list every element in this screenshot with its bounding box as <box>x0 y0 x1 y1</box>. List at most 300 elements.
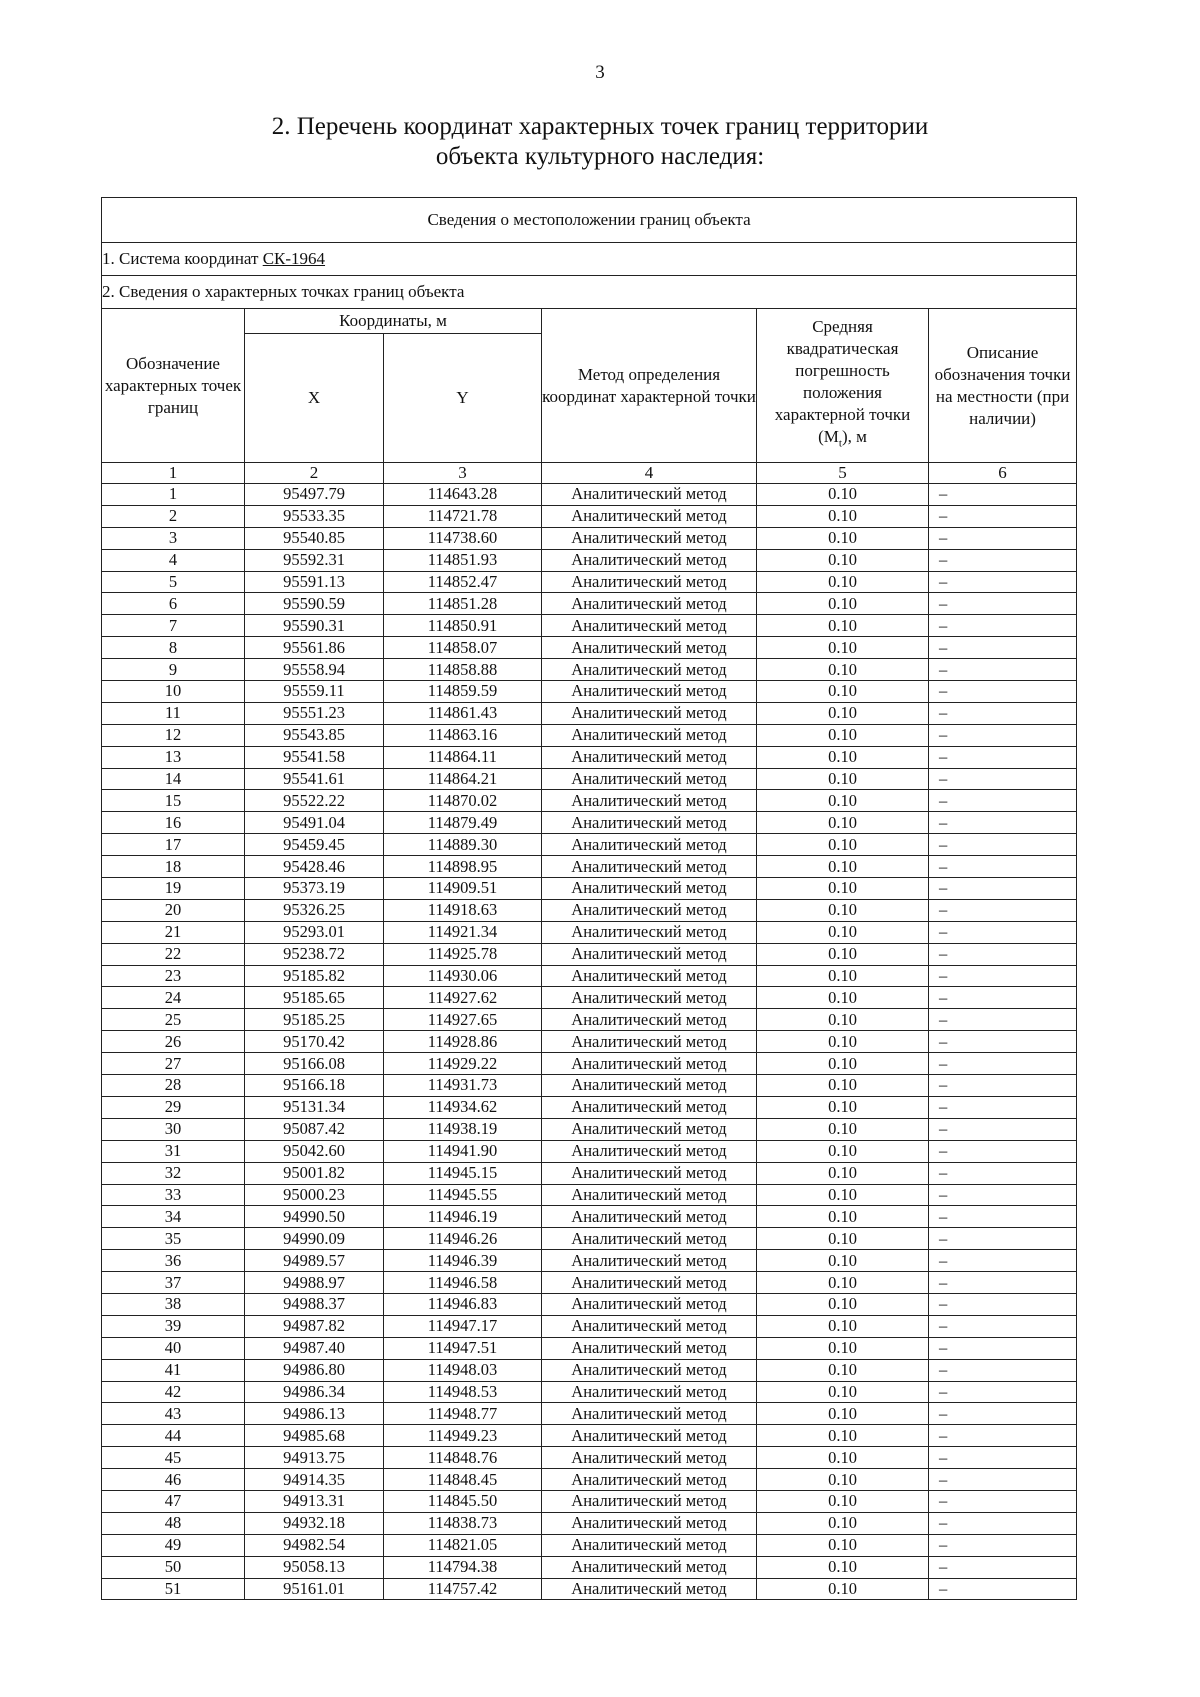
x-coordinate-cell: 95497.79 <box>245 484 384 506</box>
table-row <box>102 1534 1077 1556</box>
error-cell: 0.10 <box>757 1272 929 1294</box>
table-row <box>102 1250 1077 1272</box>
error-cell: 0.10 <box>757 1469 929 1491</box>
x-coordinate-cell: 95590.31 <box>245 615 384 637</box>
x-coordinate-cell: 95491.04 <box>245 812 384 834</box>
description-cell: – <box>929 593 1077 615</box>
table-row <box>102 1293 1077 1315</box>
y-coordinate-cell: 114948.77 <box>384 1403 542 1425</box>
y-coordinate-cell: 114821.05 <box>384 1534 542 1556</box>
y-coordinate-cell: 114947.51 <box>384 1337 542 1359</box>
description-cell: – <box>929 1337 1077 1359</box>
x-coordinate-cell: 95373.19 <box>245 878 384 900</box>
table-row <box>102 1578 1077 1600</box>
error-cell: 0.10 <box>757 1118 929 1140</box>
method-cell: Аналитический метод <box>542 1534 757 1556</box>
table-row <box>102 681 1077 703</box>
error-cell: 0.10 <box>757 943 929 965</box>
point-number-cell: 31 <box>102 1140 245 1162</box>
table-row <box>102 790 1077 812</box>
description-cell: – <box>929 1184 1077 1206</box>
error-cell: 0.10 <box>757 1293 929 1315</box>
point-number-cell: 13 <box>102 746 245 768</box>
method-cell: Аналитический метод <box>542 1053 757 1075</box>
point-number-cell: 32 <box>102 1162 245 1184</box>
method-cell: Аналитический метод <box>542 484 757 506</box>
x-coordinate-cell: 95592.31 <box>245 549 384 571</box>
y-coordinate-cell: 114909.51 <box>384 878 542 900</box>
x-coordinate-cell: 94986.80 <box>245 1359 384 1381</box>
table-row <box>102 878 1077 900</box>
error-cell: 0.10 <box>757 768 929 790</box>
table-row <box>102 1556 1077 1578</box>
title-line-1: 2. Перечень координат характерных точек границ территории <box>271 113 929 140</box>
table-row <box>102 505 1077 527</box>
table-row <box>102 1184 1077 1206</box>
description-cell: – <box>929 1359 1077 1381</box>
error-cell: 0.10 <box>757 1381 929 1403</box>
point-number-cell: 29 <box>102 1096 245 1118</box>
table-row <box>102 1140 1077 1162</box>
error-cell: 0.10 <box>757 987 929 1009</box>
header-designation: Обозначение характерных точек границ <box>102 309 245 463</box>
point-number-cell: 25 <box>102 1009 245 1031</box>
y-coordinate-cell: 114858.88 <box>384 659 542 681</box>
x-coordinate-cell: 95058.13 <box>245 1556 384 1578</box>
column-number: 1 <box>102 463 245 484</box>
point-number-cell: 40 <box>102 1337 245 1359</box>
method-cell: Аналитический метод <box>542 1118 757 1140</box>
description-cell: – <box>929 615 1077 637</box>
method-cell: Аналитический метод <box>542 1031 757 1053</box>
x-coordinate-cell: 95561.86 <box>245 637 384 659</box>
method-cell: Аналитический метод <box>542 1184 757 1206</box>
error-cell: 0.10 <box>757 856 929 878</box>
x-coordinate-cell: 94987.82 <box>245 1315 384 1337</box>
table-row <box>102 724 1077 746</box>
error-cell: 0.10 <box>757 1228 929 1250</box>
point-number-cell: 5 <box>102 571 245 593</box>
y-coordinate-cell: 114931.73 <box>384 1075 542 1097</box>
header-x: X <box>245 334 384 463</box>
y-coordinate-cell: 114946.26 <box>384 1228 542 1250</box>
header-method: Метод определения координат характерной точки <box>542 309 757 463</box>
description-cell: – <box>929 856 1077 878</box>
method-cell: Аналитический метод <box>542 1447 757 1469</box>
description-cell: – <box>929 505 1077 527</box>
x-coordinate-cell: 95559.11 <box>245 681 384 703</box>
point-number-cell: 2 <box>102 505 245 527</box>
description-cell: – <box>929 1250 1077 1272</box>
error-cell: 0.10 <box>757 549 929 571</box>
y-coordinate-cell: 114851.28 <box>384 593 542 615</box>
point-number-cell: 41 <box>102 1359 245 1381</box>
y-coordinate-cell: 114921.34 <box>384 921 542 943</box>
method-cell: Аналитический метод <box>542 724 757 746</box>
point-number-cell: 47 <box>102 1490 245 1512</box>
table-row <box>102 943 1077 965</box>
x-coordinate-cell: 95087.42 <box>245 1118 384 1140</box>
x-coordinate-cell: 95459.45 <box>245 834 384 856</box>
column-number: 4 <box>542 463 757 484</box>
x-coordinate-cell: 95185.65 <box>245 987 384 1009</box>
y-coordinate-cell: 114863.16 <box>384 724 542 746</box>
table-row <box>102 768 1077 790</box>
point-number-cell: 12 <box>102 724 245 746</box>
method-cell: Аналитический метод <box>542 659 757 681</box>
table-row <box>102 593 1077 615</box>
table-row <box>102 1031 1077 1053</box>
y-coordinate-cell: 114947.17 <box>384 1315 542 1337</box>
title-line-2: объекта культурного наследия: <box>435 143 765 170</box>
y-coordinate-cell: 114927.62 <box>384 987 542 1009</box>
x-coordinate-cell: 94988.37 <box>245 1293 384 1315</box>
point-number-cell: 34 <box>102 1206 245 1228</box>
table-row <box>102 549 1077 571</box>
method-cell: Аналитический метод <box>542 615 757 637</box>
y-coordinate-cell: 114738.60 <box>384 527 542 549</box>
table-row <box>102 1096 1077 1118</box>
error-cell: 0.10 <box>757 505 929 527</box>
error-cell: 0.10 <box>757 834 929 856</box>
x-coordinate-cell: 94990.09 <box>245 1228 384 1250</box>
error-cell: 0.10 <box>757 1009 929 1031</box>
x-coordinate-cell: 95042.60 <box>245 1140 384 1162</box>
table-row <box>102 702 1077 724</box>
table-row <box>102 1447 1077 1469</box>
point-number-cell: 19 <box>102 878 245 900</box>
table-row <box>102 921 1077 943</box>
error-cell: 0.10 <box>757 1337 929 1359</box>
point-number-cell: 46 <box>102 1469 245 1491</box>
description-cell: – <box>929 681 1077 703</box>
table-row <box>102 899 1077 921</box>
y-coordinate-cell: 114848.45 <box>384 1469 542 1491</box>
method-cell: Аналитический метод <box>542 1381 757 1403</box>
page-number: 3 <box>595 62 605 83</box>
y-coordinate-cell: 114643.28 <box>384 484 542 506</box>
table-row <box>102 527 1077 549</box>
description-cell: – <box>929 1206 1077 1228</box>
description-cell: – <box>929 1447 1077 1469</box>
method-cell: Аналитический метод <box>542 505 757 527</box>
method-cell: Аналитический метод <box>542 1228 757 1250</box>
error-cell: 0.10 <box>757 1447 929 1469</box>
table-row <box>102 1075 1077 1097</box>
method-cell: Аналитический метод <box>542 571 757 593</box>
column-number: 6 <box>929 463 1077 484</box>
point-number-cell: 3 <box>102 527 245 549</box>
method-cell: Аналитический метод <box>542 1250 757 1272</box>
x-coordinate-cell: 95540.85 <box>245 527 384 549</box>
method-cell: Аналитический метод <box>542 965 757 987</box>
method-cell: Аналитический метод <box>542 1403 757 1425</box>
point-number-cell: 14 <box>102 768 245 790</box>
x-coordinate-cell: 95428.46 <box>245 856 384 878</box>
error-cell: 0.10 <box>757 1250 929 1272</box>
method-cell: Аналитический метод <box>542 1140 757 1162</box>
point-number-cell: 30 <box>102 1118 245 1140</box>
x-coordinate-cell: 95001.82 <box>245 1162 384 1184</box>
table-row <box>102 1337 1077 1359</box>
y-coordinate-cell: 114861.43 <box>384 702 542 724</box>
coordinate-system <box>102 243 1077 276</box>
x-coordinate-cell: 94988.97 <box>245 1272 384 1294</box>
error-cell: 0.10 <box>757 1359 929 1381</box>
y-coordinate-cell: 114938.19 <box>384 1118 542 1140</box>
point-number-cell: 20 <box>102 899 245 921</box>
y-coordinate-cell: 114721.78 <box>384 505 542 527</box>
description-cell: – <box>929 1009 1077 1031</box>
error-cell: 0.10 <box>757 1053 929 1075</box>
point-number-cell: 42 <box>102 1381 245 1403</box>
method-cell: Аналитический метод <box>542 1425 757 1447</box>
method-cell: Аналитический метод <box>542 1096 757 1118</box>
error-cell: 0.10 <box>757 965 929 987</box>
description-cell: – <box>929 1293 1077 1315</box>
y-coordinate-cell: 114838.73 <box>384 1512 542 1534</box>
y-coordinate-cell: 114945.55 <box>384 1184 542 1206</box>
error-cell: 0.10 <box>757 1534 929 1556</box>
x-coordinate-cell: 94986.34 <box>245 1381 384 1403</box>
table-row <box>102 987 1077 1009</box>
table-row <box>102 1315 1077 1337</box>
point-number-cell: 7 <box>102 615 245 637</box>
y-coordinate-cell: 114941.90 <box>384 1140 542 1162</box>
header-description: Описание обозначения точки на местности (при наличии) <box>929 309 1077 463</box>
point-number-cell: 35 <box>102 1228 245 1250</box>
y-coordinate-cell: 114845.50 <box>384 1490 542 1512</box>
coordinate-system-name: СК-1964 <box>262 249 326 268</box>
y-coordinate-cell: 114858.07 <box>384 637 542 659</box>
description-cell: – <box>929 878 1077 900</box>
error-cell: 0.10 <box>757 1403 929 1425</box>
x-coordinate-cell: 94987.40 <box>245 1337 384 1359</box>
error-cell: 0.10 <box>757 746 929 768</box>
description-cell: – <box>929 1053 1077 1075</box>
x-coordinate-cell: 94913.75 <box>245 1447 384 1469</box>
description-cell: – <box>929 768 1077 790</box>
description-cell: – <box>929 834 1077 856</box>
description-cell: – <box>929 1075 1077 1097</box>
y-coordinate-cell: 114794.38 <box>384 1556 542 1578</box>
y-coordinate-cell: 114918.63 <box>384 899 542 921</box>
column-number: 2 <box>245 463 384 484</box>
method-cell: Аналитический метод <box>542 1206 757 1228</box>
x-coordinate-cell: 94985.68 <box>245 1425 384 1447</box>
point-number-cell: 18 <box>102 856 245 878</box>
description-cell: – <box>929 1556 1077 1578</box>
description-cell: – <box>929 899 1077 921</box>
method-cell: Аналитический метод <box>542 987 757 1009</box>
method-cell: Аналитический метод <box>542 1075 757 1097</box>
description-cell: – <box>929 1512 1077 1534</box>
table-row <box>102 1118 1077 1140</box>
description-cell: – <box>929 965 1077 987</box>
table-row <box>102 1512 1077 1534</box>
column-numbers-row <box>102 463 1077 484</box>
error-cell: 0.10 <box>757 1096 929 1118</box>
y-coordinate-cell: 114852.47 <box>384 571 542 593</box>
point-number-cell: 4 <box>102 549 245 571</box>
y-coordinate-cell: 114930.06 <box>384 965 542 987</box>
method-cell: Аналитический метод <box>542 1162 757 1184</box>
table-row <box>102 1359 1077 1381</box>
method-cell: Аналитический метод <box>542 527 757 549</box>
description-cell: – <box>929 1425 1077 1447</box>
point-number-cell: 43 <box>102 1403 245 1425</box>
y-coordinate-cell: 114934.62 <box>384 1096 542 1118</box>
method-cell: Аналитический метод <box>542 1359 757 1381</box>
x-coordinate-cell: 95000.23 <box>245 1184 384 1206</box>
error-cell: 0.10 <box>757 724 929 746</box>
point-number-cell: 15 <box>102 790 245 812</box>
error-cell: 0.10 <box>757 659 929 681</box>
y-coordinate-cell: 114946.83 <box>384 1293 542 1315</box>
y-coordinate-cell: 114948.03 <box>384 1359 542 1381</box>
table-row <box>102 659 1077 681</box>
y-coordinate-cell: 114757.42 <box>384 1578 542 1600</box>
x-coordinate-cell: 95238.72 <box>245 943 384 965</box>
point-number-cell: 51 <box>102 1578 245 1600</box>
point-number-cell: 39 <box>102 1315 245 1337</box>
table-row <box>102 1206 1077 1228</box>
x-coordinate-cell: 95522.22 <box>245 790 384 812</box>
x-coordinate-cell: 95185.82 <box>245 965 384 987</box>
method-cell: Аналитический метод <box>542 768 757 790</box>
method-cell: Аналитический метод <box>542 702 757 724</box>
description-cell: – <box>929 484 1077 506</box>
table-row <box>102 571 1077 593</box>
table-banner: Сведения о местоположении границ объекта <box>102 198 1077 243</box>
description-cell: – <box>929 1534 1077 1556</box>
y-coordinate-cell: 114859.59 <box>384 681 542 703</box>
point-number-cell: 6 <box>102 593 245 615</box>
error-cell: 0.10 <box>757 1490 929 1512</box>
method-cell: Аналитический метод <box>542 921 757 943</box>
y-coordinate-cell: 114889.30 <box>384 834 542 856</box>
description-cell: – <box>929 1118 1077 1140</box>
description-cell: – <box>929 943 1077 965</box>
x-coordinate-cell: 95161.01 <box>245 1578 384 1600</box>
method-cell: Аналитический метод <box>542 790 757 812</box>
method-cell: Аналитический метод <box>542 899 757 921</box>
coordinate-system-prefix: 1. Система координат <box>102 249 263 268</box>
y-coordinate-cell: 114945.15 <box>384 1162 542 1184</box>
description-cell: – <box>929 724 1077 746</box>
description-cell: – <box>929 812 1077 834</box>
table-row <box>102 1469 1077 1491</box>
description-cell: – <box>929 790 1077 812</box>
header-error: Средняя квадратическая погрешность положения характерной точки $(M_t)$, м <box>757 309 929 463</box>
method-cell: Аналитический метод <box>542 1315 757 1337</box>
description-cell: – <box>929 637 1077 659</box>
description-cell: – <box>929 549 1077 571</box>
method-cell: Аналитический метод <box>542 834 757 856</box>
y-coordinate-cell: 114946.19 <box>384 1206 542 1228</box>
method-cell: Аналитический метод <box>542 746 757 768</box>
description-cell: – <box>929 571 1077 593</box>
point-number-cell: 26 <box>102 1031 245 1053</box>
y-coordinate-cell: 114898.95 <box>384 856 542 878</box>
description-cell: – <box>929 1381 1077 1403</box>
y-coordinate-cell: 114864.21 <box>384 768 542 790</box>
error-cell: 0.10 <box>757 593 929 615</box>
error-cell: 0.10 <box>757 681 929 703</box>
description-cell: – <box>929 987 1077 1009</box>
point-number-cell: 8 <box>102 637 245 659</box>
error-cell: 0.10 <box>757 615 929 637</box>
point-number-cell: 22 <box>102 943 245 965</box>
y-coordinate-cell: 114946.58 <box>384 1272 542 1294</box>
method-cell: Аналитический метод <box>542 1469 757 1491</box>
x-coordinate-cell: 94990.50 <box>245 1206 384 1228</box>
table-row <box>102 615 1077 637</box>
description-cell: – <box>929 1096 1077 1118</box>
y-coordinate-cell: 114925.78 <box>384 943 542 965</box>
x-coordinate-cell: 95591.13 <box>245 571 384 593</box>
description-cell: – <box>929 1578 1077 1600</box>
description-cell: – <box>929 702 1077 724</box>
method-cell: Аналитический метод <box>542 593 757 615</box>
description-cell: – <box>929 1469 1077 1491</box>
method-cell: Аналитический метод <box>542 856 757 878</box>
table-row <box>102 1162 1077 1184</box>
description-cell: – <box>929 921 1077 943</box>
x-coordinate-cell: 95170.42 <box>245 1031 384 1053</box>
description-cell: – <box>929 1162 1077 1184</box>
x-coordinate-cell: 95590.59 <box>245 593 384 615</box>
point-number-cell: 11 <box>102 702 245 724</box>
point-number-cell: 21 <box>102 921 245 943</box>
description-cell: – <box>929 1403 1077 1425</box>
method-cell: Аналитический метод <box>542 1556 757 1578</box>
method-cell: Аналитический метод <box>542 1490 757 1512</box>
x-coordinate-cell: 95326.25 <box>245 899 384 921</box>
x-coordinate-cell: 95541.58 <box>245 746 384 768</box>
method-cell: Аналитический метод <box>542 549 757 571</box>
points-heading: 2. Сведения о характерных точках границ объекта <box>102 276 1077 309</box>
error-cell: 0.10 <box>757 1556 929 1578</box>
point-number-cell: 27 <box>102 1053 245 1075</box>
point-number-cell: 44 <box>102 1425 245 1447</box>
error-cell: 0.10 <box>757 790 929 812</box>
page-title <box>0 112 1200 172</box>
x-coordinate-cell: 94932.18 <box>245 1512 384 1534</box>
error-cell: 0.10 <box>757 527 929 549</box>
header-coordinates: Координаты, м <box>245 309 542 334</box>
y-coordinate-cell: 114928.86 <box>384 1031 542 1053</box>
table-row <box>102 856 1077 878</box>
method-cell: Аналитический метод <box>542 812 757 834</box>
table-row <box>102 484 1077 506</box>
x-coordinate-cell: 94914.35 <box>245 1469 384 1491</box>
error-cell: 0.10 <box>757 1206 929 1228</box>
x-coordinate-cell: 95166.18 <box>245 1075 384 1097</box>
x-coordinate-cell: 95131.34 <box>245 1096 384 1118</box>
error-cell: 0.10 <box>757 1140 929 1162</box>
point-number-cell: 17 <box>102 834 245 856</box>
column-number: 3 <box>384 463 542 484</box>
y-coordinate-cell: 114851.93 <box>384 549 542 571</box>
description-cell: – <box>929 1228 1077 1250</box>
point-number-cell: 1 <box>102 484 245 506</box>
method-cell: Аналитический метод <box>542 1512 757 1534</box>
y-coordinate-cell: 114929.22 <box>384 1053 542 1075</box>
x-coordinate-cell: 94913.31 <box>245 1490 384 1512</box>
table-row <box>102 1425 1077 1447</box>
x-coordinate-cell: 95533.35 <box>245 505 384 527</box>
